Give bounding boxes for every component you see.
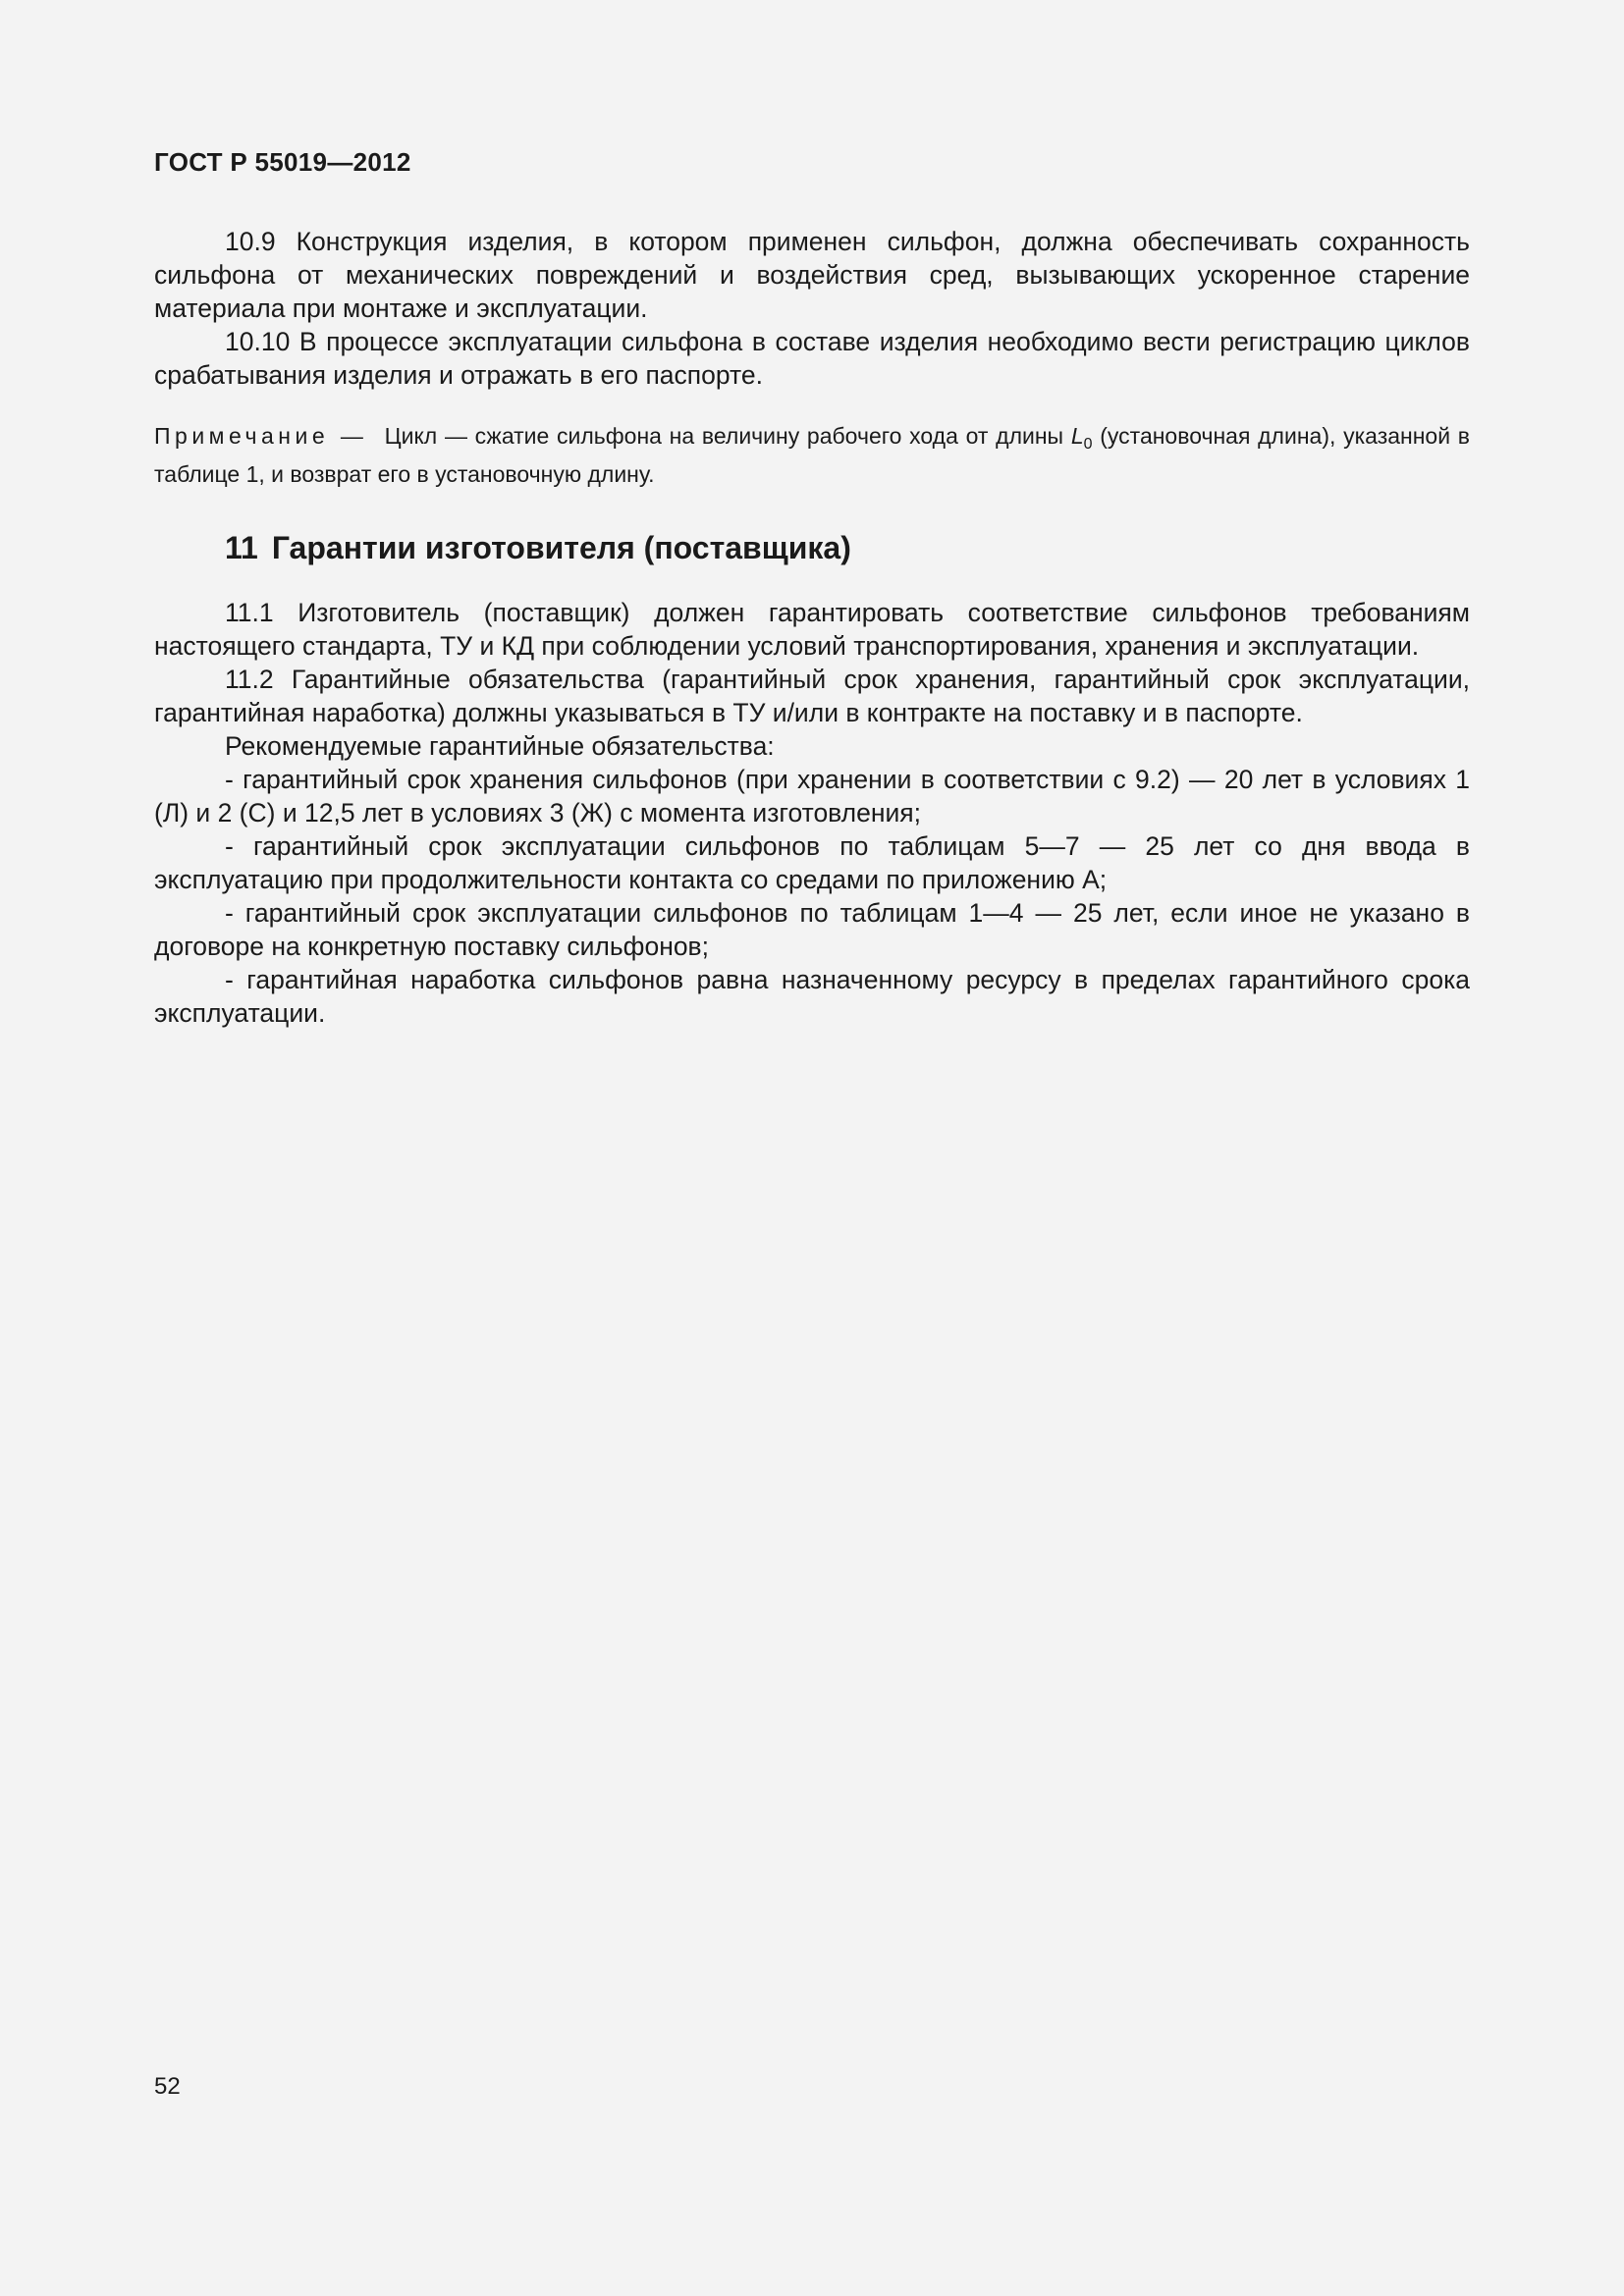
note-text-after: (установочная длина), указанной в таблице 1, и возврат его в установочную длину. bbox=[154, 423, 1471, 487]
note-symbol: L bbox=[1070, 423, 1084, 449]
paragraph-11-2: 11.2 Гарантийные обязательства (гарантийный срок хранения, гарантийный срок эксплуатации, гарантийная наработка) должны указываться в ТУ и/или в контракте на поставку и в паспорте. bbox=[154, 665, 1470, 727]
section-heading bbox=[225, 530, 1470, 566]
note-subscript: 0 bbox=[1083, 436, 1093, 453]
paragraph-recommended: Рекомендуемые гарантийные обязательства: bbox=[225, 731, 775, 761]
section-number: 11 bbox=[225, 530, 258, 565]
section-title: Гарантии изготовителя (поставщика) bbox=[271, 530, 851, 565]
note-text-before: Цикл — сжатие сильфона на величину рабочего хода от длины bbox=[384, 423, 1064, 449]
list-item-operating-time: - гарантийная наработка сильфонов равна назначенному ресурсу в пределах гарантийного срока эксплуатации. bbox=[154, 965, 1470, 1028]
paragraph-11-1: 11.1 Изготовитель (поставщик) должен гарантировать соответствие сильфонов требованиям настоящего стандарта, ТУ и КД при соблюдении условий транспортирования, хранения и эксплуатации. bbox=[154, 598, 1470, 661]
document-code-header: ГОСТ Р 55019—2012 bbox=[154, 147, 411, 177]
paragraph-10-10: 10.10 В процессе эксплуатации сильфона в составе изделия необходимо вести регистрацию циклов срабатывания изделия и отражать в его паспорте. bbox=[154, 327, 1470, 390]
page-body bbox=[154, 225, 1470, 1030]
list-item-operation-tables-5-7: - гарантийный срок эксплуатации сильфонов по таблицам 5—7 — 25 лет со дня ввода в эксплуатацию при продолжительности контакта со средами по приложению А; bbox=[154, 831, 1470, 894]
note-dash: — bbox=[340, 423, 363, 449]
list-item-storage: - гарантийный срок хранения сильфонов (при хранении в соответствии с 9.2) — 20 лет в условиях 1 (Л) и 2 (С) и 12,5 лет в условиях 3 (Ж) с момента изготовления; bbox=[154, 765, 1470, 828]
note-block bbox=[154, 421, 1470, 489]
note-label: Примечание bbox=[154, 423, 330, 449]
list-item-operation-tables-1-4: - гарантийный срок эксплуатации сильфонов по таблицам 1—4 — 25 лет, если иное не указано в договоре на конкретную поставку сильфонов; bbox=[154, 898, 1470, 961]
page-number: 52 bbox=[154, 2073, 181, 2100]
paragraph-10-9: 10.9 Конструкция изделия, в котором применен сильфон, должна обеспечивать сохранность сильфона от механических повреждений и воздействия сред, вызывающих ускоренное старение материала при монтаже и эксплуатации. bbox=[154, 227, 1470, 323]
